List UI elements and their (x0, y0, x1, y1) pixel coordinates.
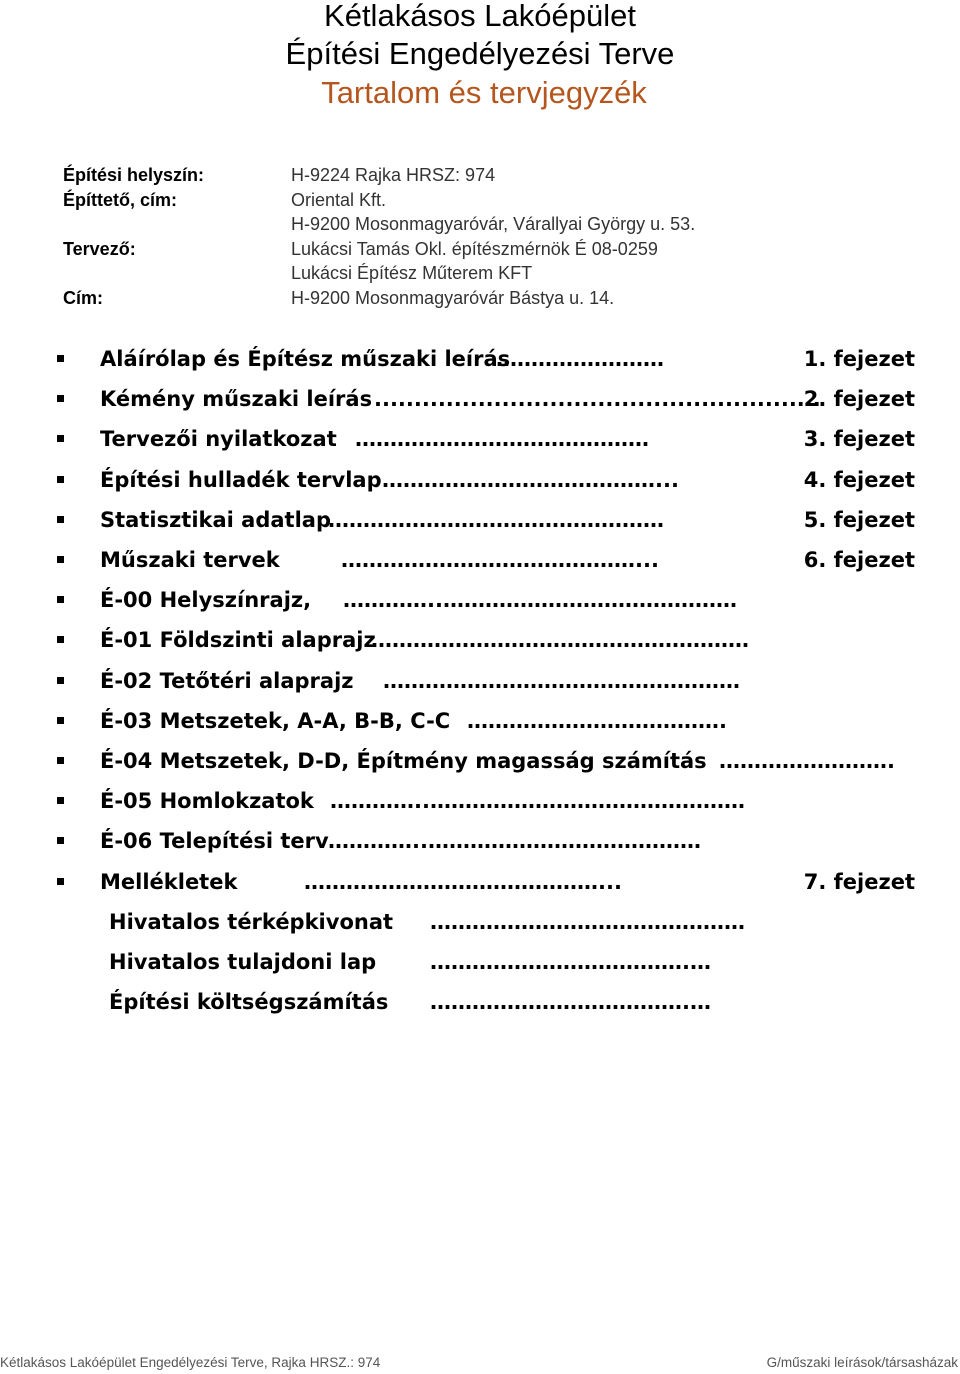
toc-item (0, 384, 960, 414)
toc-leader: ……………………………………………… (371, 628, 749, 652)
toc-item-title: É-00 Helyszínrajz, (100, 588, 312, 612)
toc-leader: …………………………………… (355, 427, 649, 451)
toc-item-title: Hivatalos tulajdoni lap (109, 950, 377, 974)
title-line-2: Építési Engedélyezési Terve (285, 36, 675, 71)
toc-leader: …………..…………………………………… (343, 588, 737, 612)
toc-item-title: Műszaki tervek (100, 548, 280, 572)
bullet-icon (57, 636, 64, 643)
toc-item-title: Statisztikai adatlap (100, 508, 331, 532)
toc-chapter: 5. fejezet (803, 508, 915, 532)
info-label: Tervező: (63, 238, 136, 259)
toc-item (0, 505, 960, 535)
toc-item (0, 625, 960, 655)
bullet-icon (57, 435, 64, 442)
toc-item (0, 465, 960, 495)
toc-leader: ……………………………………… (430, 910, 745, 934)
toc-leader: …………………… (496, 347, 664, 371)
toc-leader: ……………………. (719, 749, 895, 773)
toc-item-title: Mellékletek (100, 870, 238, 894)
toc-item-title: É-05 Homlokzatok (100, 789, 314, 813)
toc-item (0, 867, 960, 897)
toc-item-title: Építési költségszámítás (109, 990, 389, 1014)
toc-item-title: Aláírólap és Építész műszaki leírás (100, 347, 511, 371)
toc-leader: ........................................................ (374, 387, 821, 411)
toc-leader: ……………………………….… (430, 950, 711, 974)
footer-left-text: Kétlakásos Lakóépület Engedélyezési Terve, Rajka HRSZ.: 974 (0, 1355, 381, 1370)
bullet-icon (57, 476, 64, 483)
bullet-icon (57, 717, 64, 724)
toc-item (0, 826, 960, 856)
bullet-icon (57, 878, 64, 885)
toc-item (0, 666, 960, 696)
info-value: H-9224 Rajka HRSZ: 974 (291, 165, 496, 185)
toc-item-title: É-01 Földszinti alaprajz (100, 628, 376, 652)
page-footer (0, 1355, 960, 1373)
toc-leader: ………………………………………… (328, 508, 664, 532)
bullet-icon (57, 395, 64, 402)
toc-leader: ………………………………. (467, 709, 727, 733)
info-value: Oriental Kft. (291, 189, 387, 210)
info-label: Cím: (63, 287, 103, 308)
toc-item-title: Hivatalos térképkivonat (109, 910, 394, 934)
info-value: Lukácsi Építész Műterem KFT (291, 263, 533, 283)
toc-leader: …………………………………... (382, 468, 679, 492)
toc-chapter: 7. fejezet (803, 870, 915, 894)
toc-item (0, 706, 960, 736)
toc-leader: ……………………………….… (430, 990, 711, 1014)
toc-item-title: É-02 Tetőtéri alaprajz (100, 669, 354, 693)
toc-leader: ……………………………………... (304, 870, 622, 894)
toc-item-title: É-04 Metszetek, D-D, Építmény magasság számítás (100, 749, 707, 773)
toc-item-title: É-06 Telepítési terv (100, 829, 329, 853)
bullet-icon (57, 837, 64, 844)
toc-item (0, 746, 960, 776)
toc-item-title: Építési hulladék tervlap (100, 468, 382, 492)
bullet-icon (57, 757, 64, 764)
bullet-icon (57, 797, 64, 804)
toc-leader: ……………………………………... (341, 548, 659, 572)
toc-item-title: Tervezői nyilatkozat (100, 427, 337, 451)
info-value: H-9200 Mosonmagyaróvár, Várallyai György u. 53. (291, 214, 696, 234)
toc-item (0, 344, 960, 374)
toc-item (0, 424, 960, 454)
toc-item (0, 947, 960, 977)
bullet-icon (57, 556, 64, 563)
toc-chapter: 4. fejezet (803, 468, 915, 492)
toc-chapter: 6. fejezet (803, 548, 915, 572)
footer-right-text: G/műszaki leírások/társasházak (766, 1355, 958, 1370)
info-label: Építési helyszín: (63, 165, 205, 185)
subtitle-contents: Tartalom és tervjegyzék (321, 75, 647, 110)
info-label: Építtető, cím: (63, 189, 178, 210)
toc-item (0, 585, 960, 615)
toc-leader: …………..……………………………………… (330, 789, 745, 813)
title-line-1: Kétlakásos Lakóépület (324, 0, 636, 33)
toc-item (0, 786, 960, 816)
toc-leader: …………..………………………………… (328, 829, 701, 853)
bullet-icon (57, 516, 64, 523)
toc-leader: …………………………………………… (383, 669, 740, 693)
bullet-icon (57, 355, 64, 362)
toc-chapter: 3. fejezet (803, 427, 915, 451)
toc-chapter: 2. fejezet (803, 387, 915, 411)
toc-item (0, 987, 960, 1017)
toc-item (0, 545, 960, 575)
toc-chapter: 1. fejezet (803, 347, 915, 371)
info-value: H-9200 Mosonmagyaróvár Bástya u. 14. (291, 287, 615, 308)
bullet-icon (57, 677, 64, 684)
toc-item-title: É-03 Metszetek, A-A, B-B, C-C (100, 709, 451, 733)
bullet-icon (57, 596, 64, 603)
info-value: Lukácsi Tamás Okl. építészmérnök É 08-0259 (291, 238, 658, 259)
toc-item (0, 907, 960, 937)
toc-item-title: Kémény műszaki leírás (100, 387, 373, 411)
